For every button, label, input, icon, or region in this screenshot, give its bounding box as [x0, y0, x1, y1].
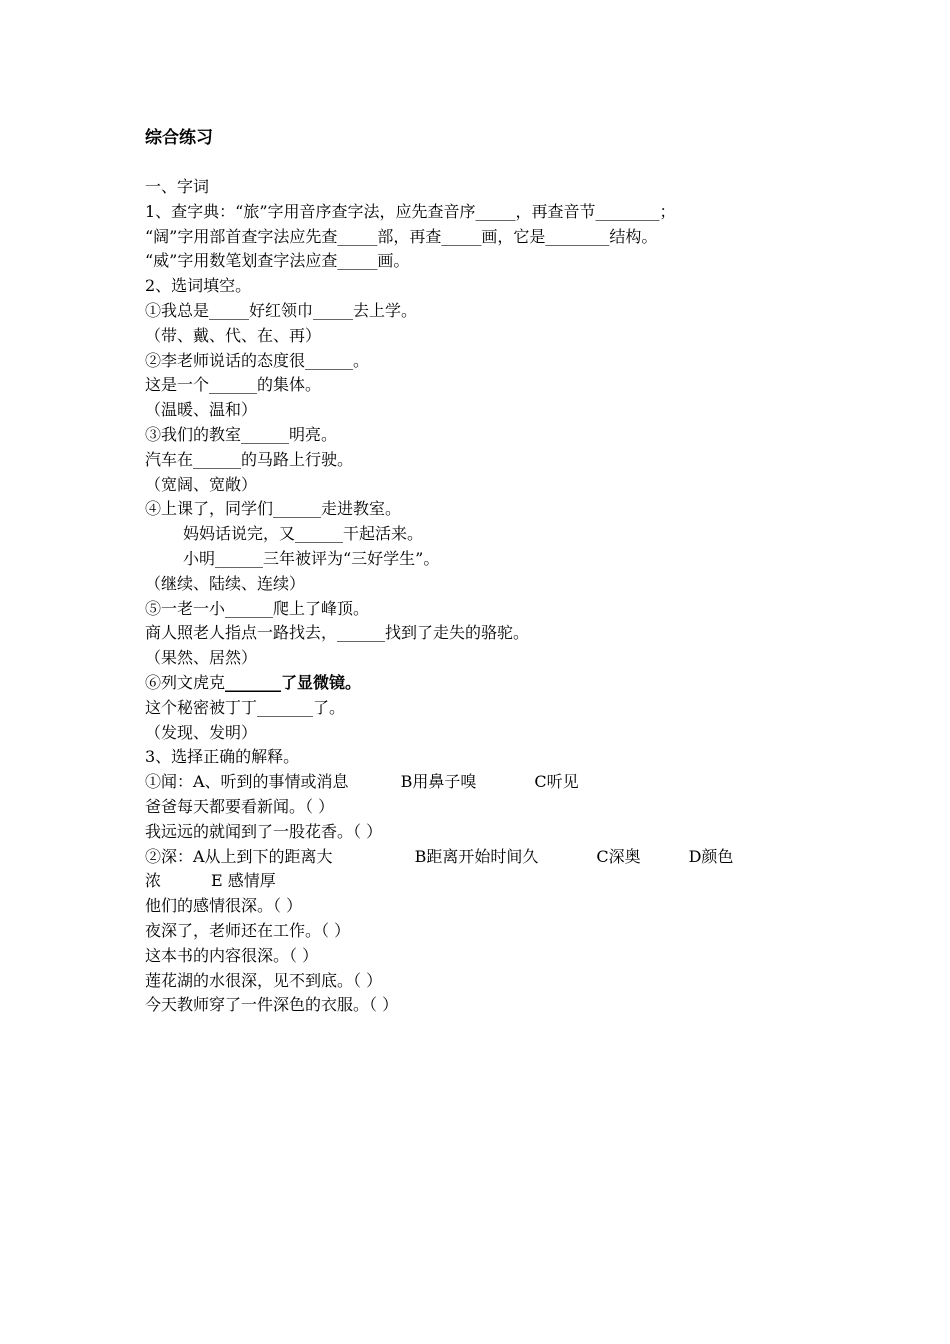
- q3-w2-def-a: ②深：A从上到下的距离大: [145, 846, 333, 866]
- q2-g6-options: （发现、发明）: [145, 722, 258, 742]
- q3-w2-sentence-4: 莲花湖的水很深，见不到底。（ ）: [145, 970, 383, 990]
- q3-w1-def-a: ①闻：A、听到的事情或消息: [145, 772, 349, 792]
- q2-g4-sentence-2: 妈妈话说完，又______干起活来。: [183, 524, 424, 544]
- exercise-body: [145, 175, 845, 1018]
- q3-w2-def-d: D颜色: [688, 846, 734, 866]
- q1-line-1: 1、查字典：“旅”字用音序查字法，应先查音序_____，再查音节________；: [145, 201, 676, 221]
- q3-w2-def-c: C深奥: [596, 846, 641, 866]
- q2-g5-sentence-1: ⑤一老一小______爬上了峰顶。: [145, 598, 370, 618]
- q1-line-2: “阔”字用部首查字法应先查_____部，再查_____画，它是________结构。: [145, 226, 658, 246]
- q2-g1-sentence-1: ①我总是_____好红领巾_____去上学。: [145, 300, 418, 320]
- q2-g6-sentence-2: 这个秘密被丁丁_______了。: [145, 697, 346, 717]
- q2-g4-options: （继续、陆续、连续）: [145, 573, 306, 593]
- q3-w2-sentence-5: 今天教师穿了一件深色的衣服。（ ）: [145, 995, 399, 1015]
- q3-w1-def-b: B用鼻子嗅: [400, 772, 477, 792]
- q2-g3-options: （宽阔、宽敞）: [145, 474, 258, 494]
- q2-g3-sentence-1: ③我们的教室______明亮。: [145, 424, 338, 444]
- q2-g2-options: （温暖、温和）: [145, 400, 258, 420]
- q2-g4-sentence-3: 小明______三年被评为“三好学生”。: [183, 548, 440, 568]
- q3-w2-sentence-1: 他们的感情很深。（ ）: [145, 896, 303, 916]
- q3-w2-sentence-2: 夜深了，老师还在工作。（ ）: [145, 920, 351, 940]
- q2-g1-options: （带、戴、代、在、再）: [145, 325, 322, 345]
- q3-w1-definitions: [145, 770, 845, 795]
- q2-g2-sentence-1: ②李老师说话的态度很______。: [145, 350, 370, 370]
- q3-w1-sentence-1: 爸爸每天都要看新闻。（ ）: [145, 796, 335, 816]
- q3-w2-def-e1: 浓: [145, 871, 162, 891]
- q1-line-3: “威”字用数笔划查字法应查_____画。: [145, 251, 410, 271]
- q2-g4-sentence-1: ④上课了，同学们______走进教室。: [145, 499, 402, 519]
- q3-w2-def-e2: E 感情厚: [211, 871, 276, 891]
- q3-w2-definitions: [145, 845, 845, 870]
- q3-w1-sentence-2: 我远远的就闻到了一股花香。（ ）: [145, 821, 383, 841]
- q2-g5-options: （果然、居然）: [145, 648, 258, 668]
- q2-g5-sentence-2: 商人照老人指点一路找去，______找到了走失的骆驼。: [145, 623, 530, 643]
- section-heading: 一、字词: [145, 177, 210, 196]
- q3-w2-def-b: B距离开始时间久: [414, 846, 539, 866]
- q2-heading: 2、选词填空。: [145, 276, 252, 296]
- q3-heading: 3、选择正确的解释。: [145, 747, 300, 767]
- q2-g6-sentence-1-start: ⑥列文虎克: [145, 672, 226, 692]
- page-title: 综合练习: [145, 128, 213, 148]
- q3-w1-def-c: C听见: [534, 772, 579, 792]
- q3-w2-sentence-3: 这本书的内容很深。（ ）: [145, 945, 319, 965]
- q2-g3-sentence-2: 汽车在______的马路上行驶。: [145, 449, 354, 469]
- q3-w2-definitions-cont: [145, 869, 845, 894]
- q2-g2-sentence-2: 这是一个______的集体。: [145, 375, 322, 395]
- q2-g6-sentence-1-end: _______了显微镜。: [225, 672, 362, 692]
- q2-g6-sentence-1: [145, 671, 845, 696]
